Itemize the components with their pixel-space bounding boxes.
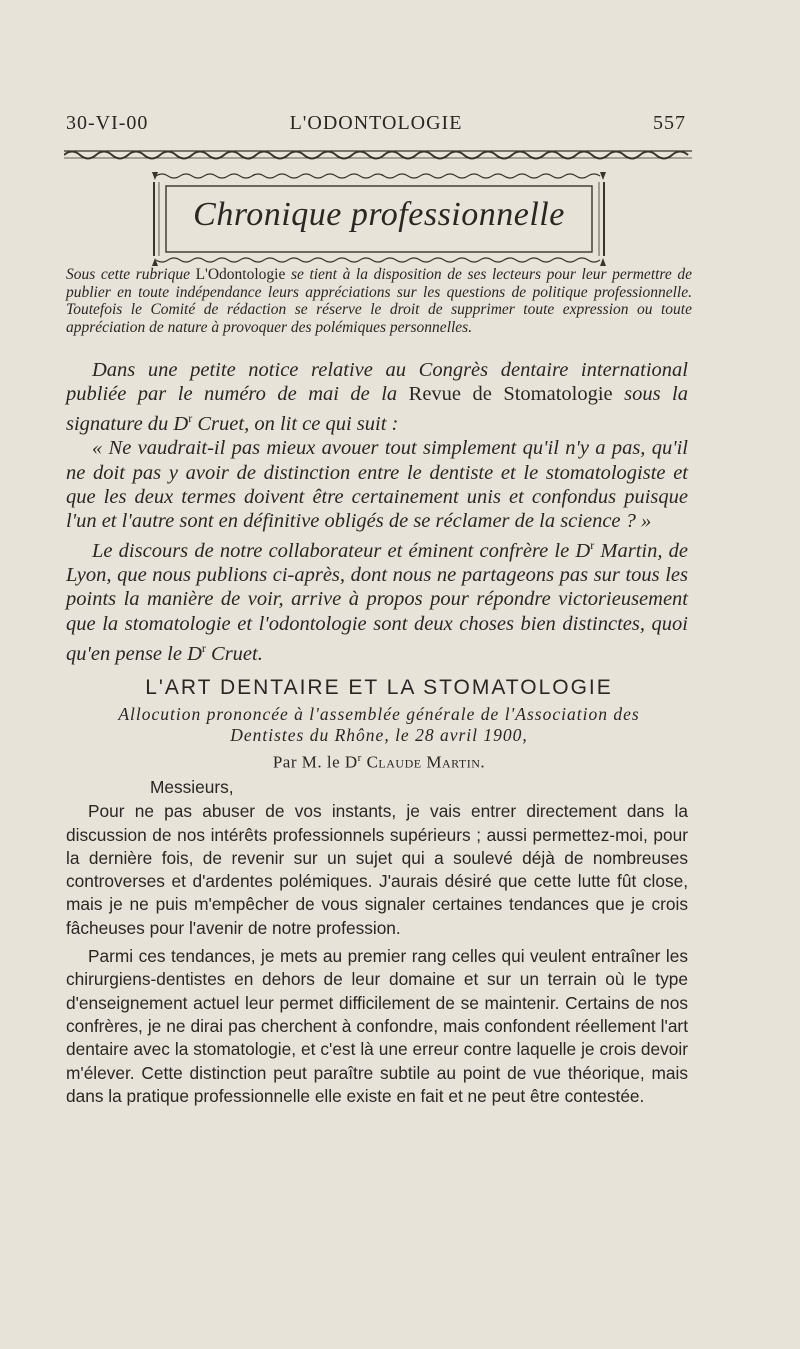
issue-date: 30-VI-00	[66, 112, 149, 134]
section-heading-frame	[150, 168, 608, 270]
running-head	[66, 112, 686, 138]
introductory-text	[66, 358, 688, 666]
body-paragraph: Parmi ces tendances, je mets au premier rang celles qui veulent entraîner les chirurgiens-dentistes en dehors de leur domaine et sur un terrain où le type d'enseignement actuel leur permet difficilement de se maintenir. Certains de nos confrères, je ne dirai pas cherchent à confondre, mais confondent réellement l'art dentaire avec la stomatologie, et c'est là une erreur contre laquelle je crois devoir m'élever. Cette distinction peut paraître subtile au point de vue théorique, mais dans la pratique professionnelle elle existe en fait et ne peut être contestée.	[66, 946, 688, 1106]
quoted-passage: « Ne vaudrait-il pas mieux avouer tout simplement qu'il n'y a pas, qu'il ne doit pas y avoir de distinction entre le dentiste et le stomatologiste et que les deux termes doivent être certainement unis et confondus puisque l'un et l'autre sont en définitive obligés de se réclamer de la science ? »	[66, 437, 688, 533]
article-title: L'ART DENTAIRE ET LA STOMATOLOGIE	[145, 676, 613, 699]
section-heading: Chronique professionnelle	[193, 196, 565, 233]
page-number: 557	[653, 112, 686, 134]
body-paragraph: Pour ne pas abuser de vos instants, je vais entrer directement dans la discussion de nos intérêts professionnels supérieurs ; aussi permettez-moi, pour la dernière fois, de revenir sur un sujet qui a soulevé déjà de nombreuses controverses et d'ardentes polémiques. J'aurais désiré que cette lutte fût close, mais je ne puis m'empêcher de vous signaler certaines tendances que je crois fâcheuses pour l'avenir de notre profession.	[66, 801, 688, 938]
ornamental-rule	[64, 146, 692, 160]
salutation: Messieurs,	[150, 777, 234, 797]
intro-paragraph: Dans une petite notice relative au Congrès dentaire international publiée par le numéro de mai de la Revue de Stomatologie sous la signature du $D^r$ Cruet, on lit ce qui suit :	[66, 359, 689, 436]
article-byline: Par M. le $D^r$ Claude Martin.	[272, 752, 486, 772]
article-body	[66, 776, 688, 1108]
intro-paragraph: Le discours de notre collaborateur et éminent confrère le $D^r$ Martin, de Lyon, que nous publions ci-après, dont nous ne partageons pas sur tous les points la manière de voir, arrive à propos pour répondre victorieusement que la stomatologie et l'odontologie sont deux choses bien distinctes, quoi qu'en pense le $D^r$ Cruet.	[66, 538, 688, 665]
article-subtitle: Allocution prononcée à l'assemblée générale de l'Association des Dentistes du Rhône, le 28 avril 1900,	[118, 704, 640, 745]
journal-title: L'ODONTOLOGIE	[289, 112, 463, 134]
journal-name: L'Odontologie	[195, 266, 286, 283]
editorial-notice: Sous cette rubrique L'Odontologie se tient à la disposition de ses lecteurs pour leur permettre de publier en toute indépendance leurs appréciations sur les questions de politique professionnelle. Toutefois le Comité de rédaction se réserve le droit de supprimer toute expression ou toute appréciation de nature à provoquer des polémiques personnelles.	[66, 266, 692, 336]
cited-journal: Revue de Stomatologie	[408, 383, 613, 406]
